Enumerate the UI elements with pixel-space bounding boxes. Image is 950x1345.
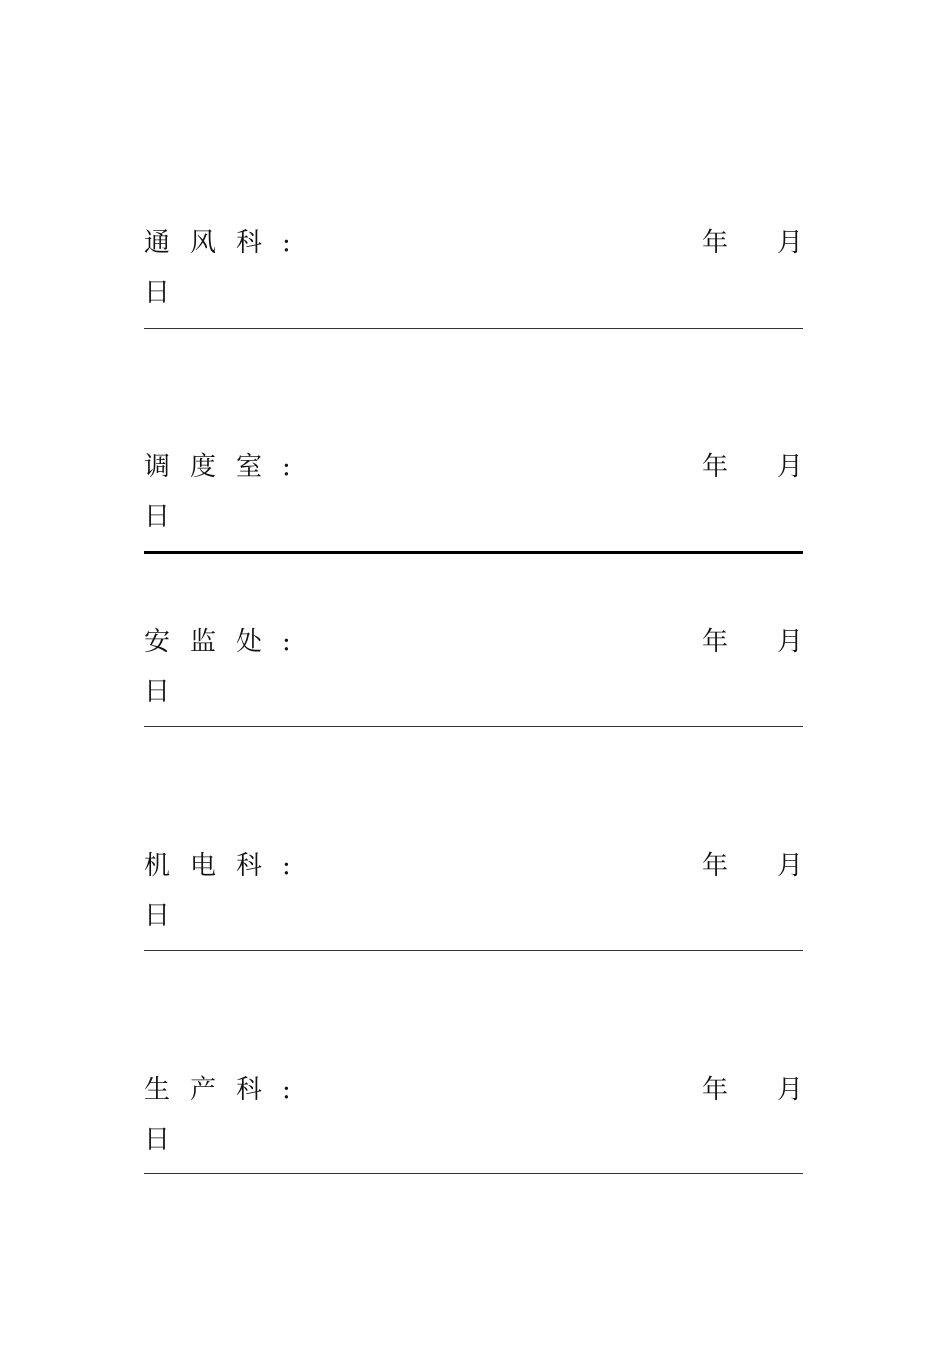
year-label: 年 <box>702 627 729 657</box>
divider-line <box>144 726 803 727</box>
year-label: 年 <box>702 851 729 881</box>
divider-line <box>144 950 803 951</box>
department-label: 生产科: <box>144 1075 311 1105</box>
month-label: 月 <box>776 627 803 657</box>
department-label: 安监处: <box>144 627 311 657</box>
month-label: 月 <box>776 452 803 482</box>
divider-line <box>144 1173 803 1174</box>
signoff-block-electromechanical <box>144 846 803 936</box>
year-label: 年 <box>702 452 729 482</box>
signoff-block-production <box>144 1070 803 1160</box>
day-label: 日 <box>144 901 171 931</box>
day-label: 日 <box>144 502 171 532</box>
day-label: 日 <box>144 278 171 308</box>
month-label: 月 <box>776 1075 803 1105</box>
day-label: 日 <box>144 1125 171 1155</box>
year-label: 年 <box>702 1075 729 1105</box>
signoff-block-dispatch <box>144 447 803 537</box>
signoff-block-ventilation <box>144 223 803 313</box>
department-label: 调度室: <box>144 452 311 482</box>
day-label: 日 <box>144 677 171 707</box>
signoff-block-safety <box>144 622 803 712</box>
department-label: 机电科: <box>144 851 311 881</box>
divider-line <box>144 328 803 329</box>
month-label: 月 <box>776 851 803 881</box>
department-label: 通风科: <box>144 228 311 258</box>
month-label: 月 <box>776 228 803 258</box>
year-label: 年 <box>702 228 729 258</box>
divider-line-thick <box>144 551 803 554</box>
